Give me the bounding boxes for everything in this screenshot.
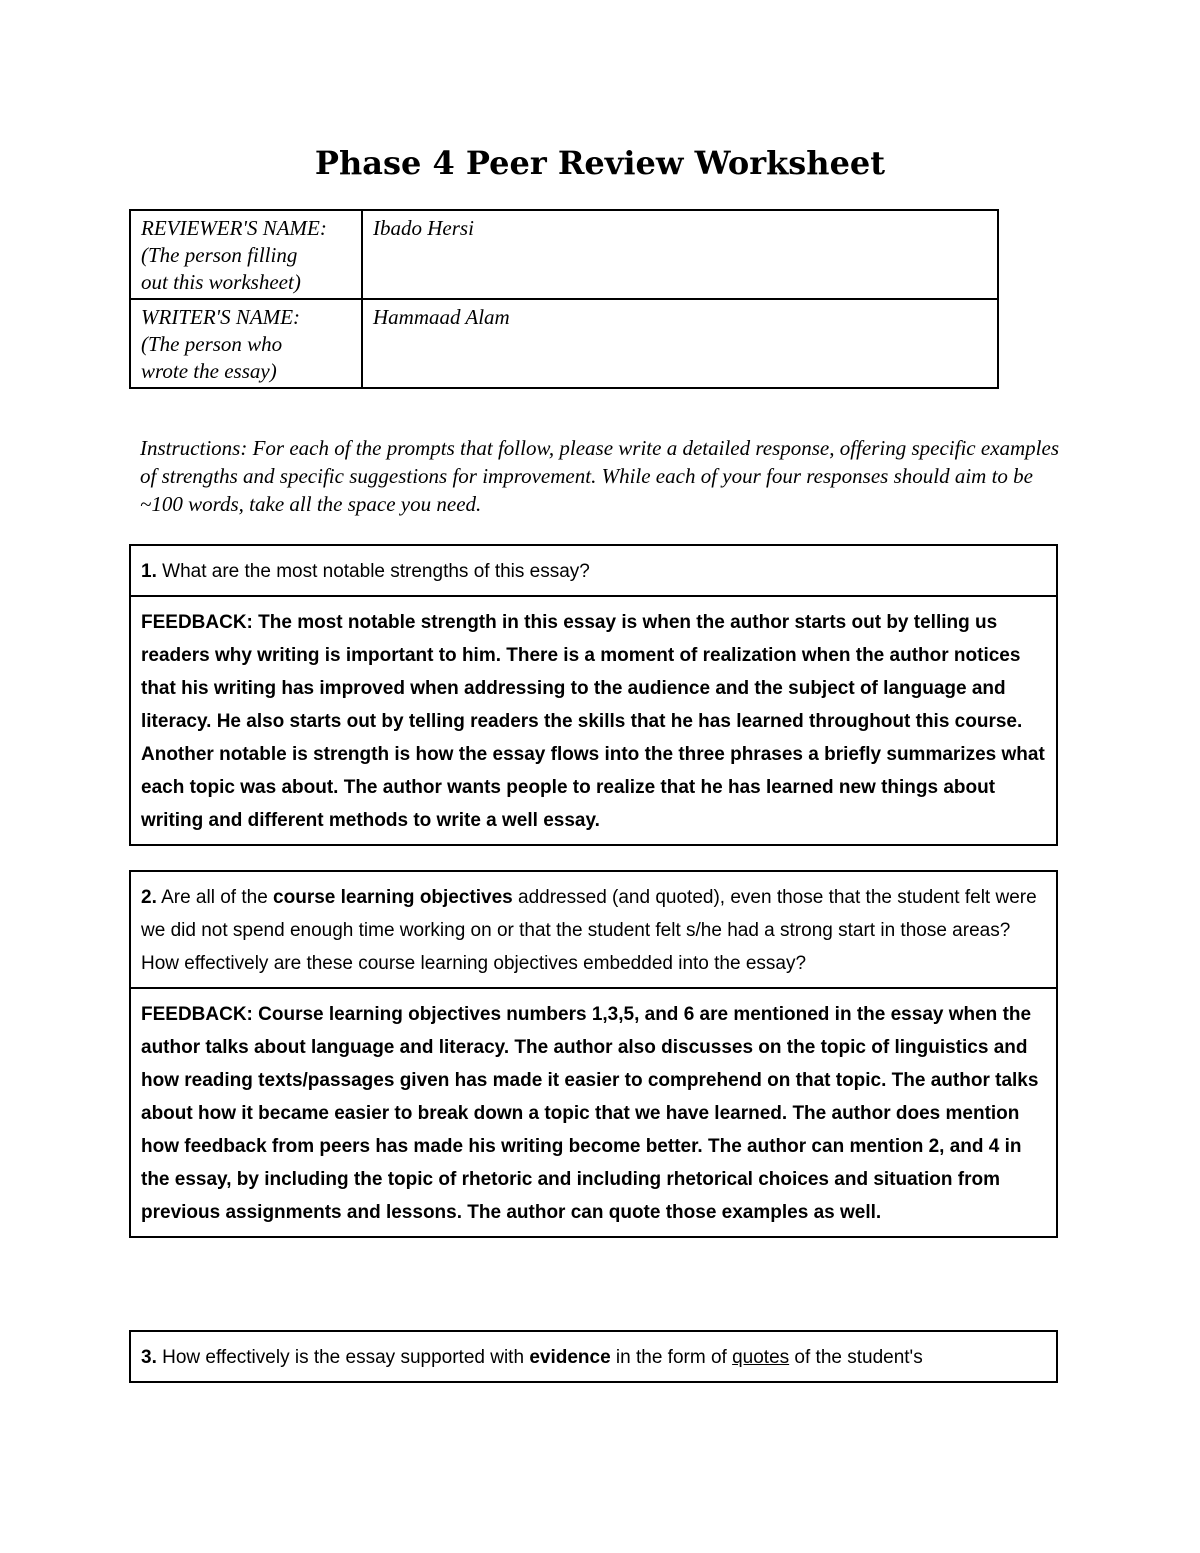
question-underlined: quotes (732, 1347, 790, 1368)
question-emphasis: course learning objectives (273, 887, 513, 908)
writer-row (130, 299, 998, 388)
question-1-prompt (131, 546, 1056, 597)
writer-label (130, 299, 362, 388)
page-title: Phase 4 Peer Review Worksheet (314, 144, 886, 182)
question-2-prompt (131, 872, 1056, 989)
question-text: Are all of the (156, 887, 274, 908)
question-number: 2. (141, 887, 157, 908)
question-text: How effectively is the essay supported with (156, 1347, 530, 1368)
question-1-feedback[interactable]: FEEDBACK: The most notable strength in this essay is when the author starts out by telling us readers why writing is important to him. There is a moment of realization when the author notices that his writing has improved when addressing to the audience and the subject of language and literacy. He also starts out by telling readers the skills that he has learned throughout this course. Another notable is strength is how the essay flows into the three phrases a briefly summarizes what each topic was about. The author wants people to realize that he has learned new things about writing and different methods to write a well essay. (141, 612, 1045, 831)
question-emphasis: evidence (529, 1347, 611, 1368)
instructions-text: Instructions: For each of the prompts that follow, please write a detailed response, offering specific examples of strengths and specific suggestions for improvement. While each of your four responses should aim to be ~100 words, take all the space you need. (140, 436, 1060, 516)
reviewer-label (130, 210, 362, 299)
reviewer-label-line: REVIEWER'S NAME: (141, 216, 327, 240)
names-table (129, 209, 999, 389)
reviewer-row (130, 210, 998, 299)
question-text: addressed (and quoted), even those that the student felt were we did not spend enough time working on or that the student felt s/he had a strong start in those areas? How effectively are these course learning objectives embedded into the essay? (141, 887, 1037, 974)
question-text: of the student's (789, 1347, 923, 1368)
writer-label-line: wrote the essay) (141, 359, 277, 383)
reviewer-label-line: (The person filling (141, 243, 298, 267)
question-3-prompt (131, 1332, 1056, 1381)
question-2-feedback[interactable]: FEEDBACK: Course learning objectives numbers 1,3,5, and 6 are mentioned in the essay when the author talks about language and literacy. The author also discusses on the topic of linguistics and how reading texts/passages given has made it easier to comprehend on that topic. The author talks about how it became easier to break down a topic that we have learned. The author does mention how feedback from peers has made his writing become better. The author can mention 2, and 4 in the essay, by including the topic of rhetoric and including rhetorical choices and situation from previous assignments and lessons. The author can quote those examples as well. (141, 1004, 1039, 1223)
writer-label-line: (The person who (141, 332, 283, 356)
question-number: 1. (141, 561, 157, 582)
question-3-box (129, 1330, 1058, 1383)
reviewer-label-line: out this worksheet) (141, 270, 301, 294)
question-1-box (129, 544, 1058, 846)
question-2-box (129, 870, 1058, 1238)
reviewer-name-field[interactable]: Ibado Hersi (362, 210, 998, 299)
writer-name-field[interactable]: Hammaad Alam (362, 299, 998, 388)
question-text: in the form of (610, 1347, 733, 1368)
question-number: 3. (141, 1347, 157, 1368)
writer-label-line: WRITER'S NAME: (141, 305, 301, 329)
question-text: What are the most notable strengths of this essay? (156, 561, 590, 582)
